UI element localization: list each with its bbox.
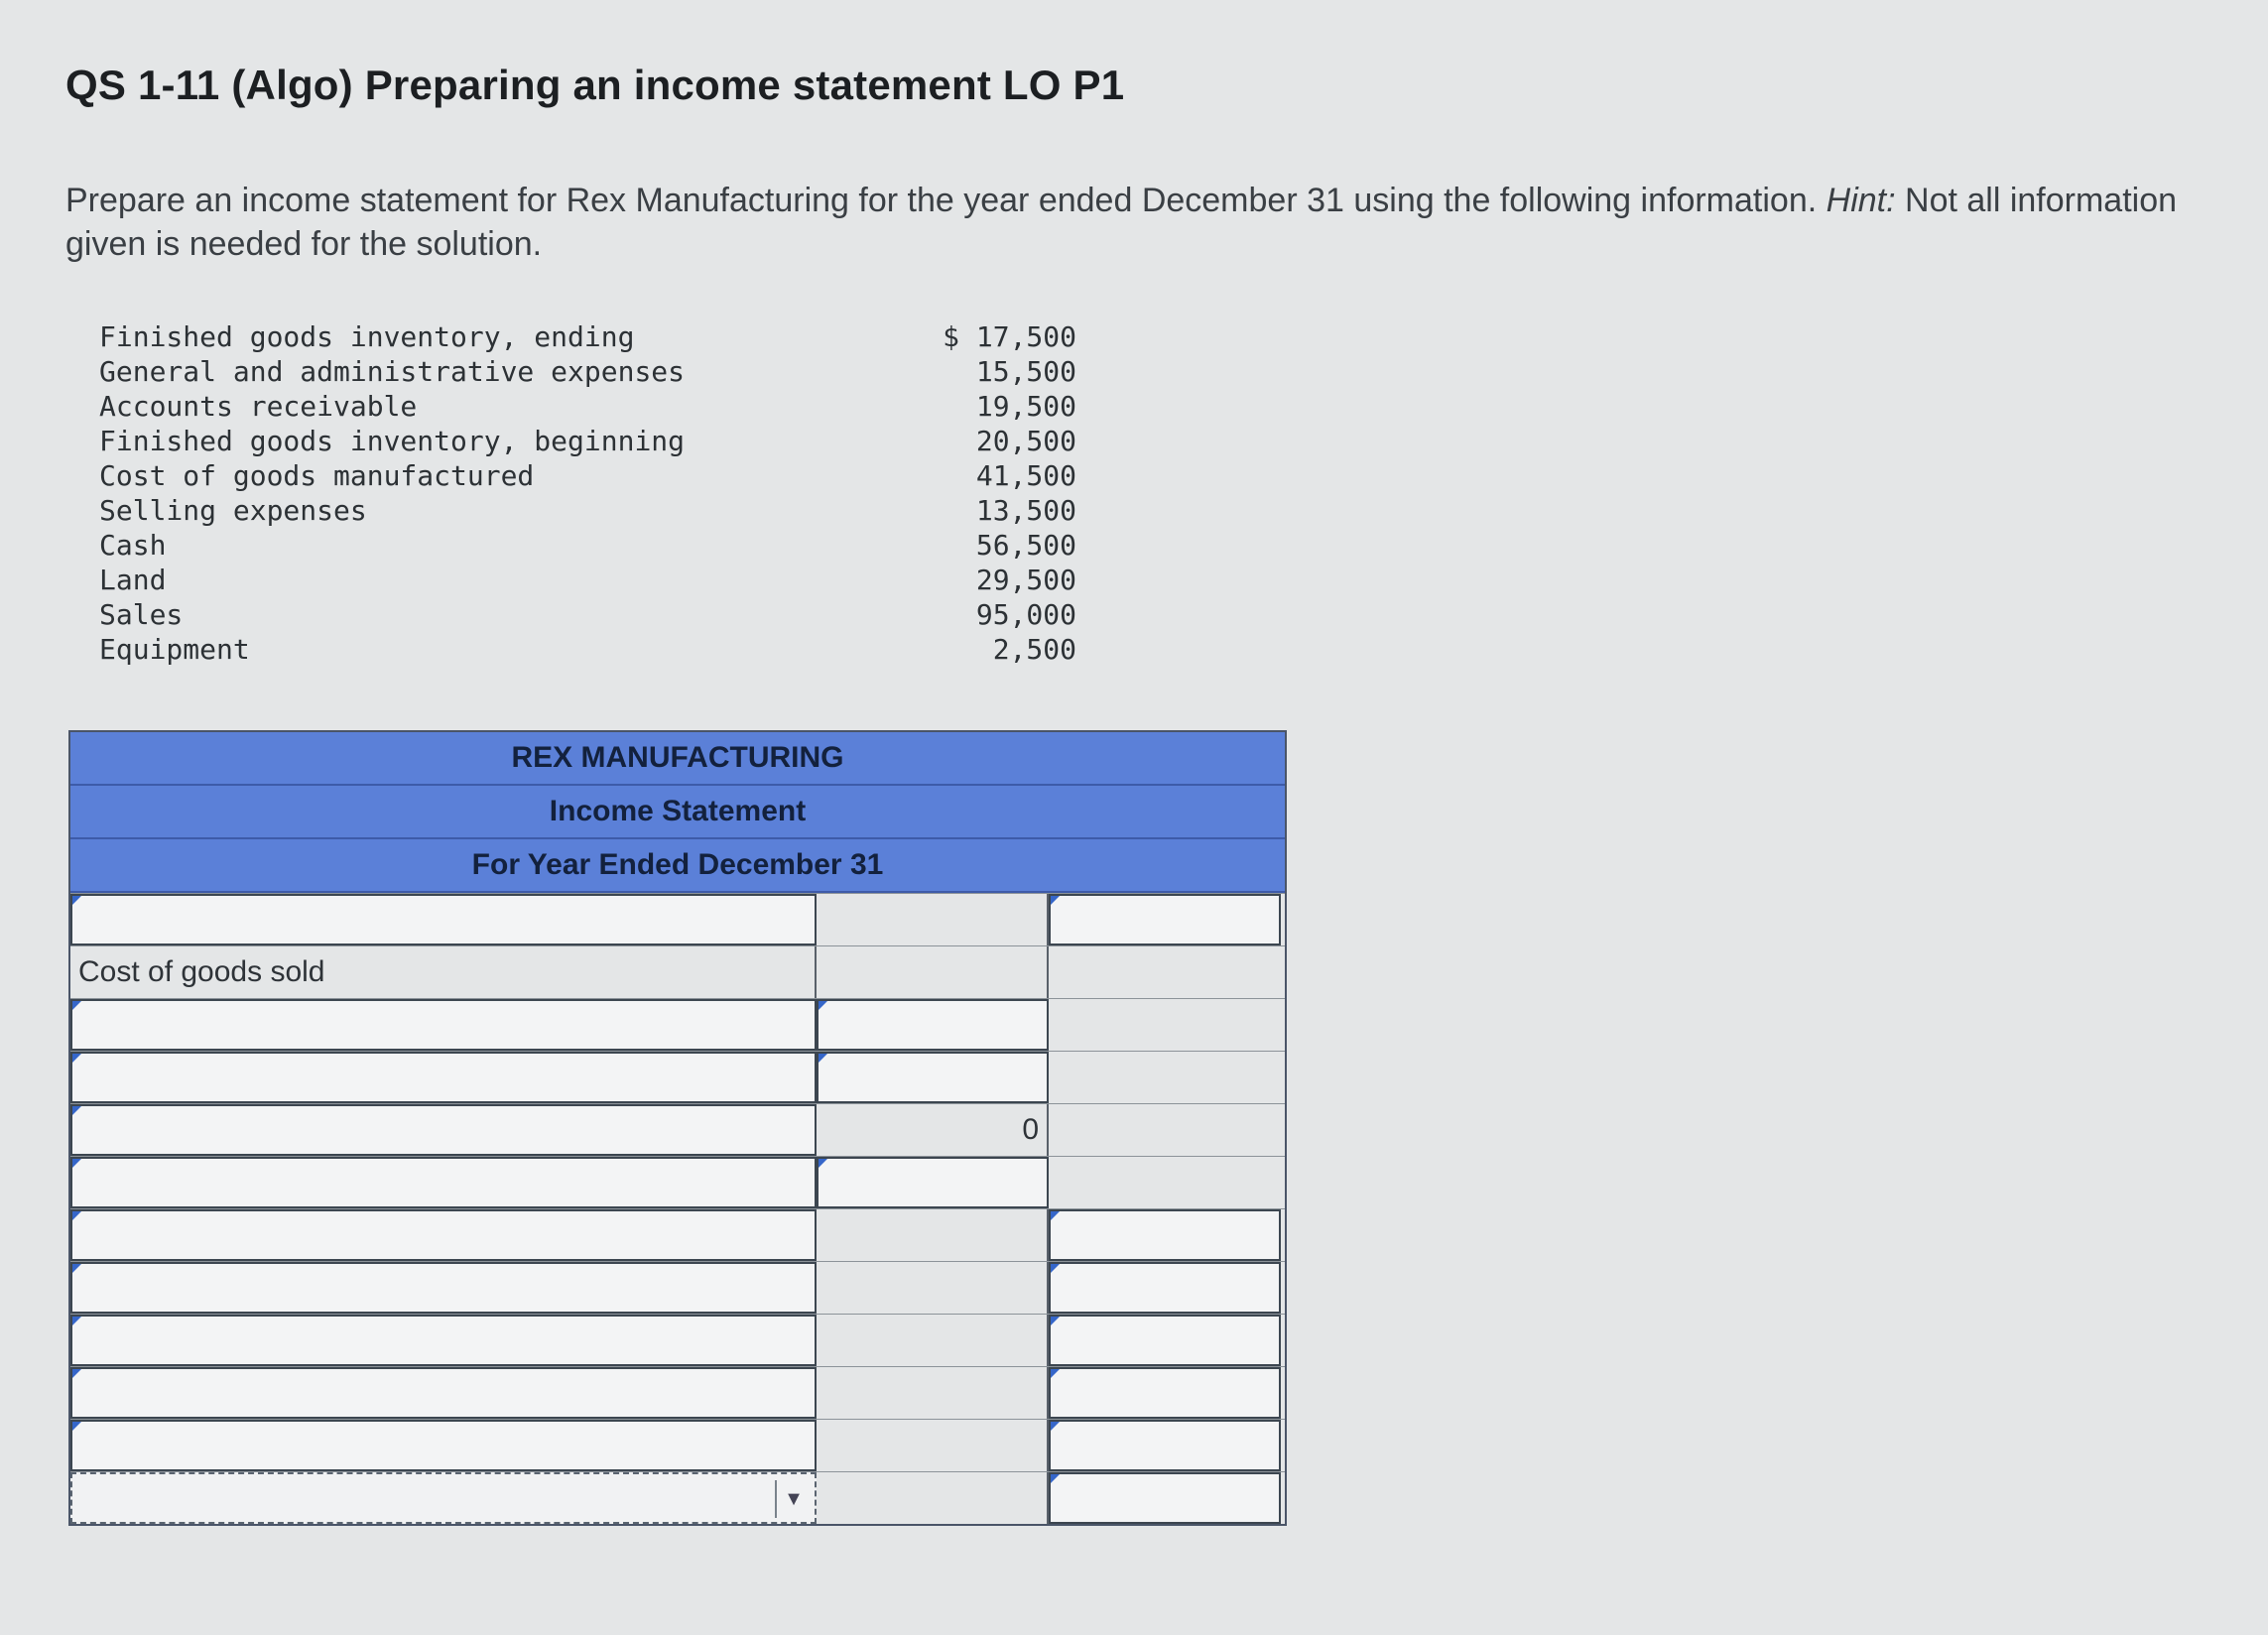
given-row (99, 354, 1076, 389)
statement-row (70, 1471, 1285, 1524)
account-name-input[interactable] (70, 1104, 817, 1156)
given-row (99, 528, 1076, 563)
statement-row (70, 1419, 1285, 1471)
given-label: Finished goods inventory, ending (99, 320, 635, 353)
account-name-input[interactable] (70, 1052, 817, 1103)
income-statement-worksheet (68, 730, 1287, 1526)
total-amount-input[interactable] (1049, 1367, 1281, 1419)
amount-input[interactable] (817, 999, 1049, 1051)
given-label: Cost of goods manufactured (99, 459, 535, 492)
amount-input[interactable] (817, 1052, 1049, 1103)
hint-text: Not all information given is needed for the solution. (65, 182, 2178, 263)
total-amount-input[interactable] (1049, 1315, 1281, 1366)
amount-cell (1049, 946, 1281, 998)
statement-row (70, 1208, 1285, 1261)
account-name-input[interactable] (70, 1157, 817, 1208)
total-amount-input[interactable] (1049, 1420, 1281, 1471)
statement-company-name: REX MANUFACTURING (70, 732, 1285, 786)
statement-row (70, 1261, 1285, 1314)
statement-row (70, 1156, 1285, 1208)
account-name-input[interactable] (70, 1262, 817, 1314)
cost-of-goods-sold-label: Cost of goods sold (70, 946, 817, 998)
account-name-input[interactable] (70, 1420, 817, 1471)
total-amount-input[interactable] (1049, 1262, 1281, 1314)
account-name-input[interactable] (70, 894, 817, 945)
amount-cell (817, 1367, 1049, 1419)
amount-cell (817, 1315, 1049, 1366)
amount-input[interactable] (817, 1157, 1049, 1208)
given-value: 2,500 (992, 633, 1076, 666)
given-row (99, 319, 1076, 354)
statement-row (70, 1366, 1285, 1419)
amount-cell (817, 1209, 1049, 1261)
given-row (99, 493, 1076, 528)
given-label: General and administrative expenses (99, 355, 686, 388)
given-value: 56,500 (975, 529, 1076, 562)
given-value: 29,500 (975, 564, 1076, 596)
amount-cell (1049, 999, 1281, 1051)
given-value: 20,500 (975, 425, 1076, 457)
amount-cell (817, 1262, 1049, 1314)
computed-subtotal-value: 0 (817, 1104, 1049, 1156)
given-row (99, 563, 1076, 597)
given-label: Land (99, 564, 167, 596)
given-value: 95,000 (975, 598, 1076, 631)
given-label: Selling expenses (99, 494, 367, 527)
amount-cell (817, 1420, 1049, 1471)
given-label: Cash (99, 529, 167, 562)
given-row (99, 389, 1076, 424)
given-label: Equipment (99, 633, 250, 666)
given-row (99, 424, 1076, 458)
statement-period: For Year Ended December 31 (70, 839, 1285, 893)
page-title: QS 1-11 (Algo) Preparing an income statement LO P1 (65, 62, 1125, 108)
statement-title: Income Statement (70, 786, 1285, 839)
given-value: 41,500 (975, 459, 1076, 492)
total-amount-input[interactable] (1049, 1472, 1281, 1524)
statement-row (70, 1103, 1285, 1156)
total-amount-input[interactable] (1049, 894, 1281, 945)
instructions-text: Prepare an income statement for Rex Manufacturing for the year ended December 31 using the following information. (65, 182, 1818, 219)
amount-cell (817, 946, 1049, 998)
account-name-input[interactable] (70, 1209, 817, 1261)
statement-row (70, 998, 1285, 1051)
account-name-input[interactable] (70, 1367, 817, 1419)
instructions (65, 179, 2228, 266)
statement-row (70, 893, 1285, 945)
given-label: Sales (99, 598, 184, 631)
statement-row (70, 1051, 1285, 1103)
given-value: 19,500 (975, 390, 1076, 423)
given-value: 13,500 (975, 494, 1076, 527)
hint-label: Hint: (1826, 182, 1896, 219)
account-name-input[interactable] (70, 1315, 817, 1366)
amount-cell (1049, 1052, 1281, 1103)
amount-cell (1049, 1104, 1281, 1156)
given-label: Finished goods inventory, beginning (99, 425, 686, 457)
given-row (99, 458, 1076, 493)
amount-cell (817, 894, 1049, 945)
total-amount-input[interactable] (1049, 1209, 1281, 1261)
given-label: Accounts receivable (99, 390, 418, 423)
statement-row (70, 1314, 1285, 1366)
given-value: $ 17,500 (943, 320, 1076, 353)
given-information-table (99, 319, 1076, 667)
given-value: 15,500 (975, 355, 1076, 388)
amount-cell (817, 1472, 1049, 1524)
amount-cell (1049, 1157, 1281, 1208)
net-income-label-dropdown[interactable] (70, 1472, 817, 1524)
statement-row (70, 945, 1285, 998)
given-row (99, 632, 1076, 667)
given-row (99, 597, 1076, 632)
dropdown-arrow-icon[interactable]: ▼ (775, 1480, 811, 1518)
account-name-input[interactable] (70, 999, 817, 1051)
